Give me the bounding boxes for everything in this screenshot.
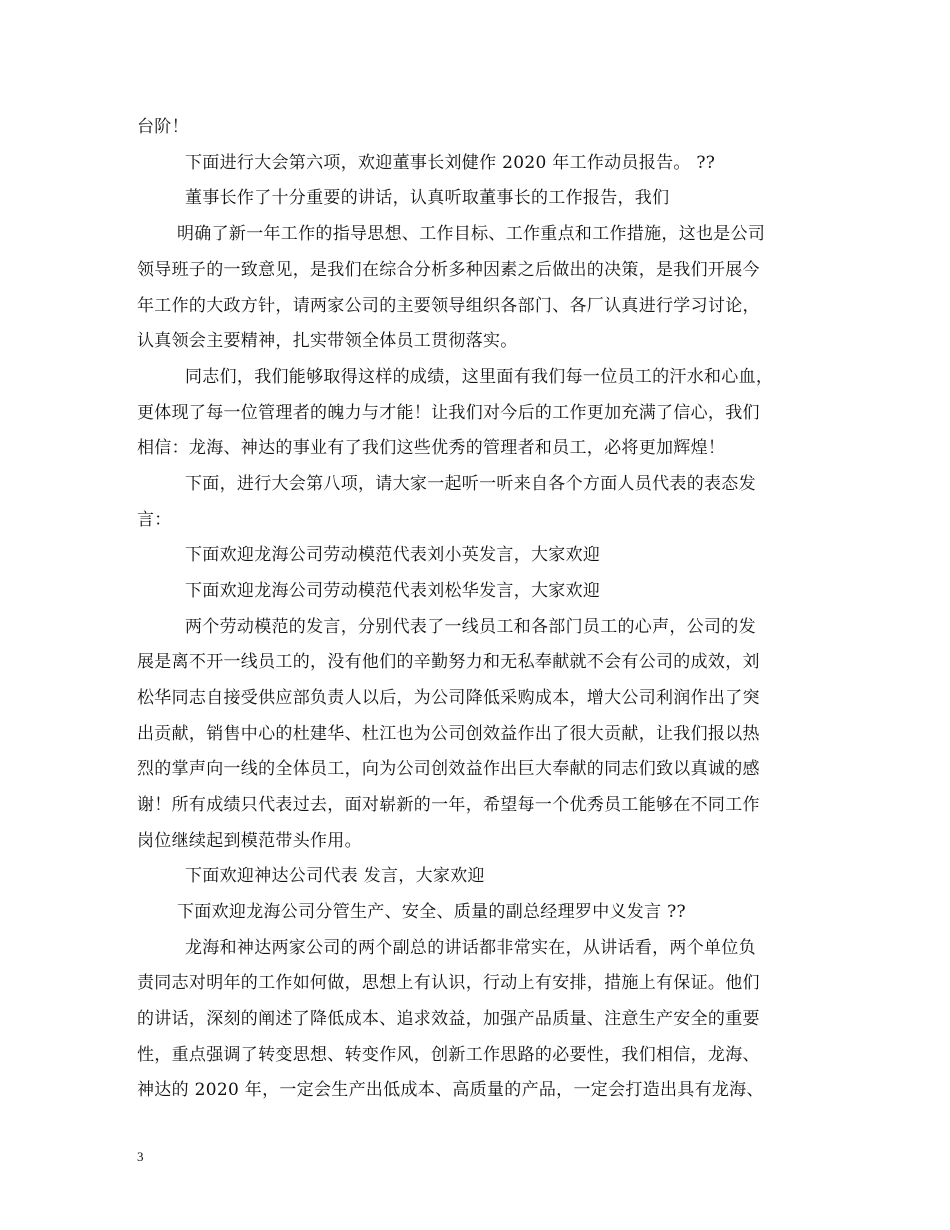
text-line: 的讲话，深刻的阐述了降低成本、追求效益，加强产品质量、注意生产安全的重要 [137, 1009, 760, 1029]
text-line: 下面欢迎龙海公司劳动模范代表刘松华发言，大家欢迎 [185, 581, 601, 601]
text-line: 神达的 2020 年，一定会生产出低成本、高质量的产品，一定会打造出具有龙海、 [137, 1080, 764, 1100]
text-line: 两个劳动模范的发言，分别代表了一线员工和各部门员工的心声，公司的发 [185, 617, 756, 637]
text-line: 年工作的大政方针，请两家公司的主要领导组织各部门、各厂认真进行学习讨论， [137, 296, 760, 316]
text-line: 台阶！ [137, 117, 189, 137]
text-line: 出贡献，销售中心的杜建华、杜江也为公司创效益作出了很大贡献，让我们报以热 [137, 724, 760, 744]
text-line: 展是离不开一线员工的，没有他们的辛勤努力和无私奉献就不会有公司的成效，刘 [137, 652, 760, 672]
text-line: 下面欢迎龙海公司分管生产、安全、质量的副总经理罗中义发言 ?? [177, 902, 686, 922]
text-line: 同志们，我们能够取得这样的成绩，这里面有我们每一位员工的汗水和心血， [185, 367, 774, 387]
text-line: 领导班子的一致意见，是我们在综合分析多种因素之后做出的决策，是我们开展今 [137, 260, 760, 280]
text-line: 下面，进行大会第八项，请大家一起听一听来自各个方面人员代表的表态发 [185, 474, 756, 494]
text-line: 下面欢迎龙海公司劳动模范代表刘小英发言，大家欢迎 [185, 545, 601, 565]
text-line: 松华同志自接受供应部负责人以后，为公司降低采购成本，增大公司利润作出了突 [137, 688, 760, 708]
text-line: 下面欢迎神达公司代表 发言，大家欢迎 [185, 866, 485, 886]
text-line: 认真领会主要精神，扎实带领全体员工贯彻落实。 [137, 331, 518, 351]
page-number: 3 [137, 1149, 144, 1164]
text-line: 董事长作了十分重要的讲话，认真听取董事长的工作报告，我们 [185, 188, 670, 208]
text-line: 烈的掌声向一线的全体员工，向为公司创效益作出巨大奉献的同志们致以真诚的感 [137, 759, 760, 779]
text-line: 责同志对明年的工作如何做，思想上有认识，行动上有安排，措施上有保证。他们 [137, 973, 760, 993]
text-line: 下面进行大会第六项，欢迎董事长刘健作 2020 年工作动员报告。 ?? [185, 153, 716, 173]
text-line: 谢！所有成绩只代表过去，面对崭新的一年，希望每一个优秀员工能够在不同工作 [137, 795, 760, 815]
text-line: 岗位继续起到模范带头作用。 [137, 831, 362, 851]
text-line: 龙海和神达两家公司的两个副总的讲话都非常实在，从讲话看，两个单位负 [185, 938, 756, 958]
text-line: 性，重点强调了转变思想、转变作风，创新工作思路的必要性，我们相信，龙海、 [137, 1045, 760, 1065]
text-line: 更体现了每一位管理者的魄力与才能！让我们对今后的工作更加充满了信心，我们 [137, 403, 760, 423]
text-line: 明确了新一年工作的指导思想、工作目标、工作重点和工作措施，这也是公司 [177, 224, 766, 244]
text-line: 相信：龙海、神达的事业有了我们这些优秀的管理者和员工，必将更加辉煌！ [137, 438, 726, 458]
text-line: 言： [137, 510, 172, 530]
